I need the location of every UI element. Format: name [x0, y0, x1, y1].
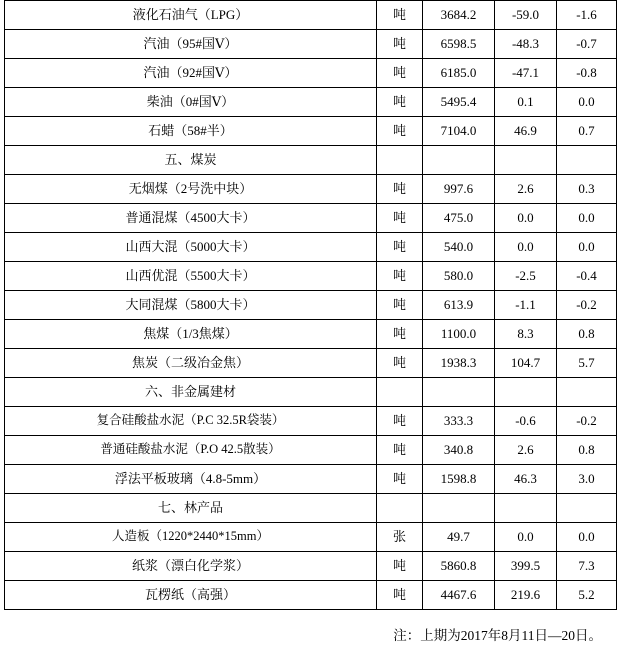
row-unit: 吨 — [377, 233, 423, 262]
table-section-row — [5, 146, 617, 175]
row-name: 石蜡（58#半） — [5, 117, 377, 146]
row-change: 0.1 — [495, 88, 557, 117]
row-name: 普通混煤（4500大卡） — [5, 204, 377, 233]
row-change: -2.5 — [495, 262, 557, 291]
row-unit: 吨 — [377, 88, 423, 117]
row-unit — [377, 494, 423, 523]
table-row — [5, 59, 617, 88]
table-row — [5, 233, 617, 262]
row-change: 2.6 — [495, 175, 557, 204]
row-name: 浮法平板玻璃（4.8-5mm） — [5, 465, 377, 494]
row-pct: 0.8 — [557, 320, 617, 349]
row-name: 焦炭（二级冶金焦） — [5, 349, 377, 378]
row-change — [495, 146, 557, 175]
row-price — [423, 378, 495, 407]
row-price: 340.8 — [423, 436, 495, 465]
row-unit: 吨 — [377, 291, 423, 320]
row-change: 399.5 — [495, 552, 557, 581]
row-unit: 吨 — [377, 407, 423, 436]
row-price: 333.3 — [423, 407, 495, 436]
table-row — [5, 204, 617, 233]
row-price: 475.0 — [423, 204, 495, 233]
row-change: -0.6 — [495, 407, 557, 436]
row-name: 复合硅酸盐水泥（P.C 32.5R袋装） — [5, 407, 377, 436]
row-price: 613.9 — [423, 291, 495, 320]
row-pct: 3.0 — [557, 465, 617, 494]
row-price: 49.7 — [423, 523, 495, 552]
table-row — [5, 1, 617, 30]
table-row — [5, 320, 617, 349]
row-price — [423, 146, 495, 175]
section-name: 五、煤炭 — [5, 146, 377, 175]
table-row — [5, 436, 617, 465]
row-change: 219.6 — [495, 581, 557, 610]
row-pct: -0.2 — [557, 291, 617, 320]
row-unit: 吨 — [377, 117, 423, 146]
section-name: 七、林产品 — [5, 494, 377, 523]
table-row — [5, 30, 617, 59]
row-unit: 吨 — [377, 581, 423, 610]
table-row — [5, 262, 617, 291]
row-price: 7104.0 — [423, 117, 495, 146]
row-pct: -0.2 — [557, 407, 617, 436]
table-section-row — [5, 494, 617, 523]
row-change: 46.9 — [495, 117, 557, 146]
row-unit: 吨 — [377, 262, 423, 291]
row-price: 6598.5 — [423, 30, 495, 59]
row-pct: 0.0 — [557, 233, 617, 262]
row-pct: -0.4 — [557, 262, 617, 291]
row-change: -1.1 — [495, 291, 557, 320]
row-name: 无烟煤（2号洗中块） — [5, 175, 377, 204]
row-name: 普通硅酸盐水泥（P.O 42.5散装） — [5, 436, 377, 465]
row-change — [495, 494, 557, 523]
row-pct — [557, 378, 617, 407]
row-pct: 0.8 — [557, 436, 617, 465]
row-change: -59.0 — [495, 1, 557, 30]
row-name: 山西优混（5500大卡） — [5, 262, 377, 291]
row-change: 2.6 — [495, 436, 557, 465]
price-table — [4, 0, 617, 610]
row-pct: 7.3 — [557, 552, 617, 581]
table-row — [5, 407, 617, 436]
row-name: 柴油（0#国Ⅴ） — [5, 88, 377, 117]
row-pct: 0.0 — [557, 523, 617, 552]
table-row — [5, 117, 617, 146]
row-change: -48.3 — [495, 30, 557, 59]
row-pct: 5.7 — [557, 349, 617, 378]
row-change: -47.1 — [495, 59, 557, 88]
row-name: 瓦楞纸（高强） — [5, 581, 377, 610]
row-name: 大同混煤（5800大卡） — [5, 291, 377, 320]
row-price: 1598.8 — [423, 465, 495, 494]
table-row — [5, 552, 617, 581]
row-name: 汽油（95#国Ⅴ） — [5, 30, 377, 59]
table-row — [5, 175, 617, 204]
row-price: 997.6 — [423, 175, 495, 204]
row-price: 5860.8 — [423, 552, 495, 581]
row-unit: 张 — [377, 523, 423, 552]
table-row — [5, 88, 617, 117]
row-unit — [377, 146, 423, 175]
row-pct: -1.6 — [557, 1, 617, 30]
row-change: 104.7 — [495, 349, 557, 378]
row-unit: 吨 — [377, 465, 423, 494]
row-name: 山西大混（5000大卡） — [5, 233, 377, 262]
table-row — [5, 581, 617, 610]
row-change: 0.0 — [495, 233, 557, 262]
row-name: 人造板（1220*2440*15mm） — [5, 523, 377, 552]
row-change: 8.3 — [495, 320, 557, 349]
row-pct — [557, 494, 617, 523]
row-price: 5495.4 — [423, 88, 495, 117]
row-pct: 0.0 — [557, 204, 617, 233]
row-unit: 吨 — [377, 436, 423, 465]
row-price — [423, 494, 495, 523]
row-pct: 0.0 — [557, 88, 617, 117]
row-unit: 吨 — [377, 204, 423, 233]
row-pct: -0.8 — [557, 59, 617, 88]
row-price: 1938.3 — [423, 349, 495, 378]
price-table-body — [5, 1, 617, 610]
row-unit — [377, 378, 423, 407]
table-row — [5, 523, 617, 552]
table-row — [5, 465, 617, 494]
row-pct: 0.7 — [557, 117, 617, 146]
table-section-row — [5, 378, 617, 407]
footnote: 注：上期为2017年8月11日—20日。 — [393, 628, 602, 643]
row-unit: 吨 — [377, 320, 423, 349]
row-name: 液化石油气（LPG） — [5, 1, 377, 30]
row-price: 4467.6 — [423, 581, 495, 610]
row-name: 汽油（92#国Ⅴ） — [5, 59, 377, 88]
row-unit: 吨 — [377, 1, 423, 30]
row-name: 焦煤（1/3焦煤） — [5, 320, 377, 349]
row-unit: 吨 — [377, 552, 423, 581]
row-unit: 吨 — [377, 349, 423, 378]
row-price: 540.0 — [423, 233, 495, 262]
row-price: 580.0 — [423, 262, 495, 291]
row-price: 6185.0 — [423, 59, 495, 88]
row-change: 0.0 — [495, 523, 557, 552]
row-change — [495, 378, 557, 407]
row-pct: 0.3 — [557, 175, 617, 204]
row-unit: 吨 — [377, 175, 423, 204]
row-pct: -0.7 — [557, 30, 617, 59]
row-name: 纸浆（漂白化学浆） — [5, 552, 377, 581]
table-row — [5, 349, 617, 378]
row-price: 1100.0 — [423, 320, 495, 349]
row-change: 0.0 — [495, 204, 557, 233]
row-unit: 吨 — [377, 59, 423, 88]
row-unit: 吨 — [377, 30, 423, 59]
row-price: 3684.2 — [423, 1, 495, 30]
row-change: 46.3 — [495, 465, 557, 494]
row-pct: 5.2 — [557, 581, 617, 610]
section-name: 六、非金属建材 — [5, 378, 377, 407]
table-row — [5, 291, 617, 320]
row-pct — [557, 146, 617, 175]
